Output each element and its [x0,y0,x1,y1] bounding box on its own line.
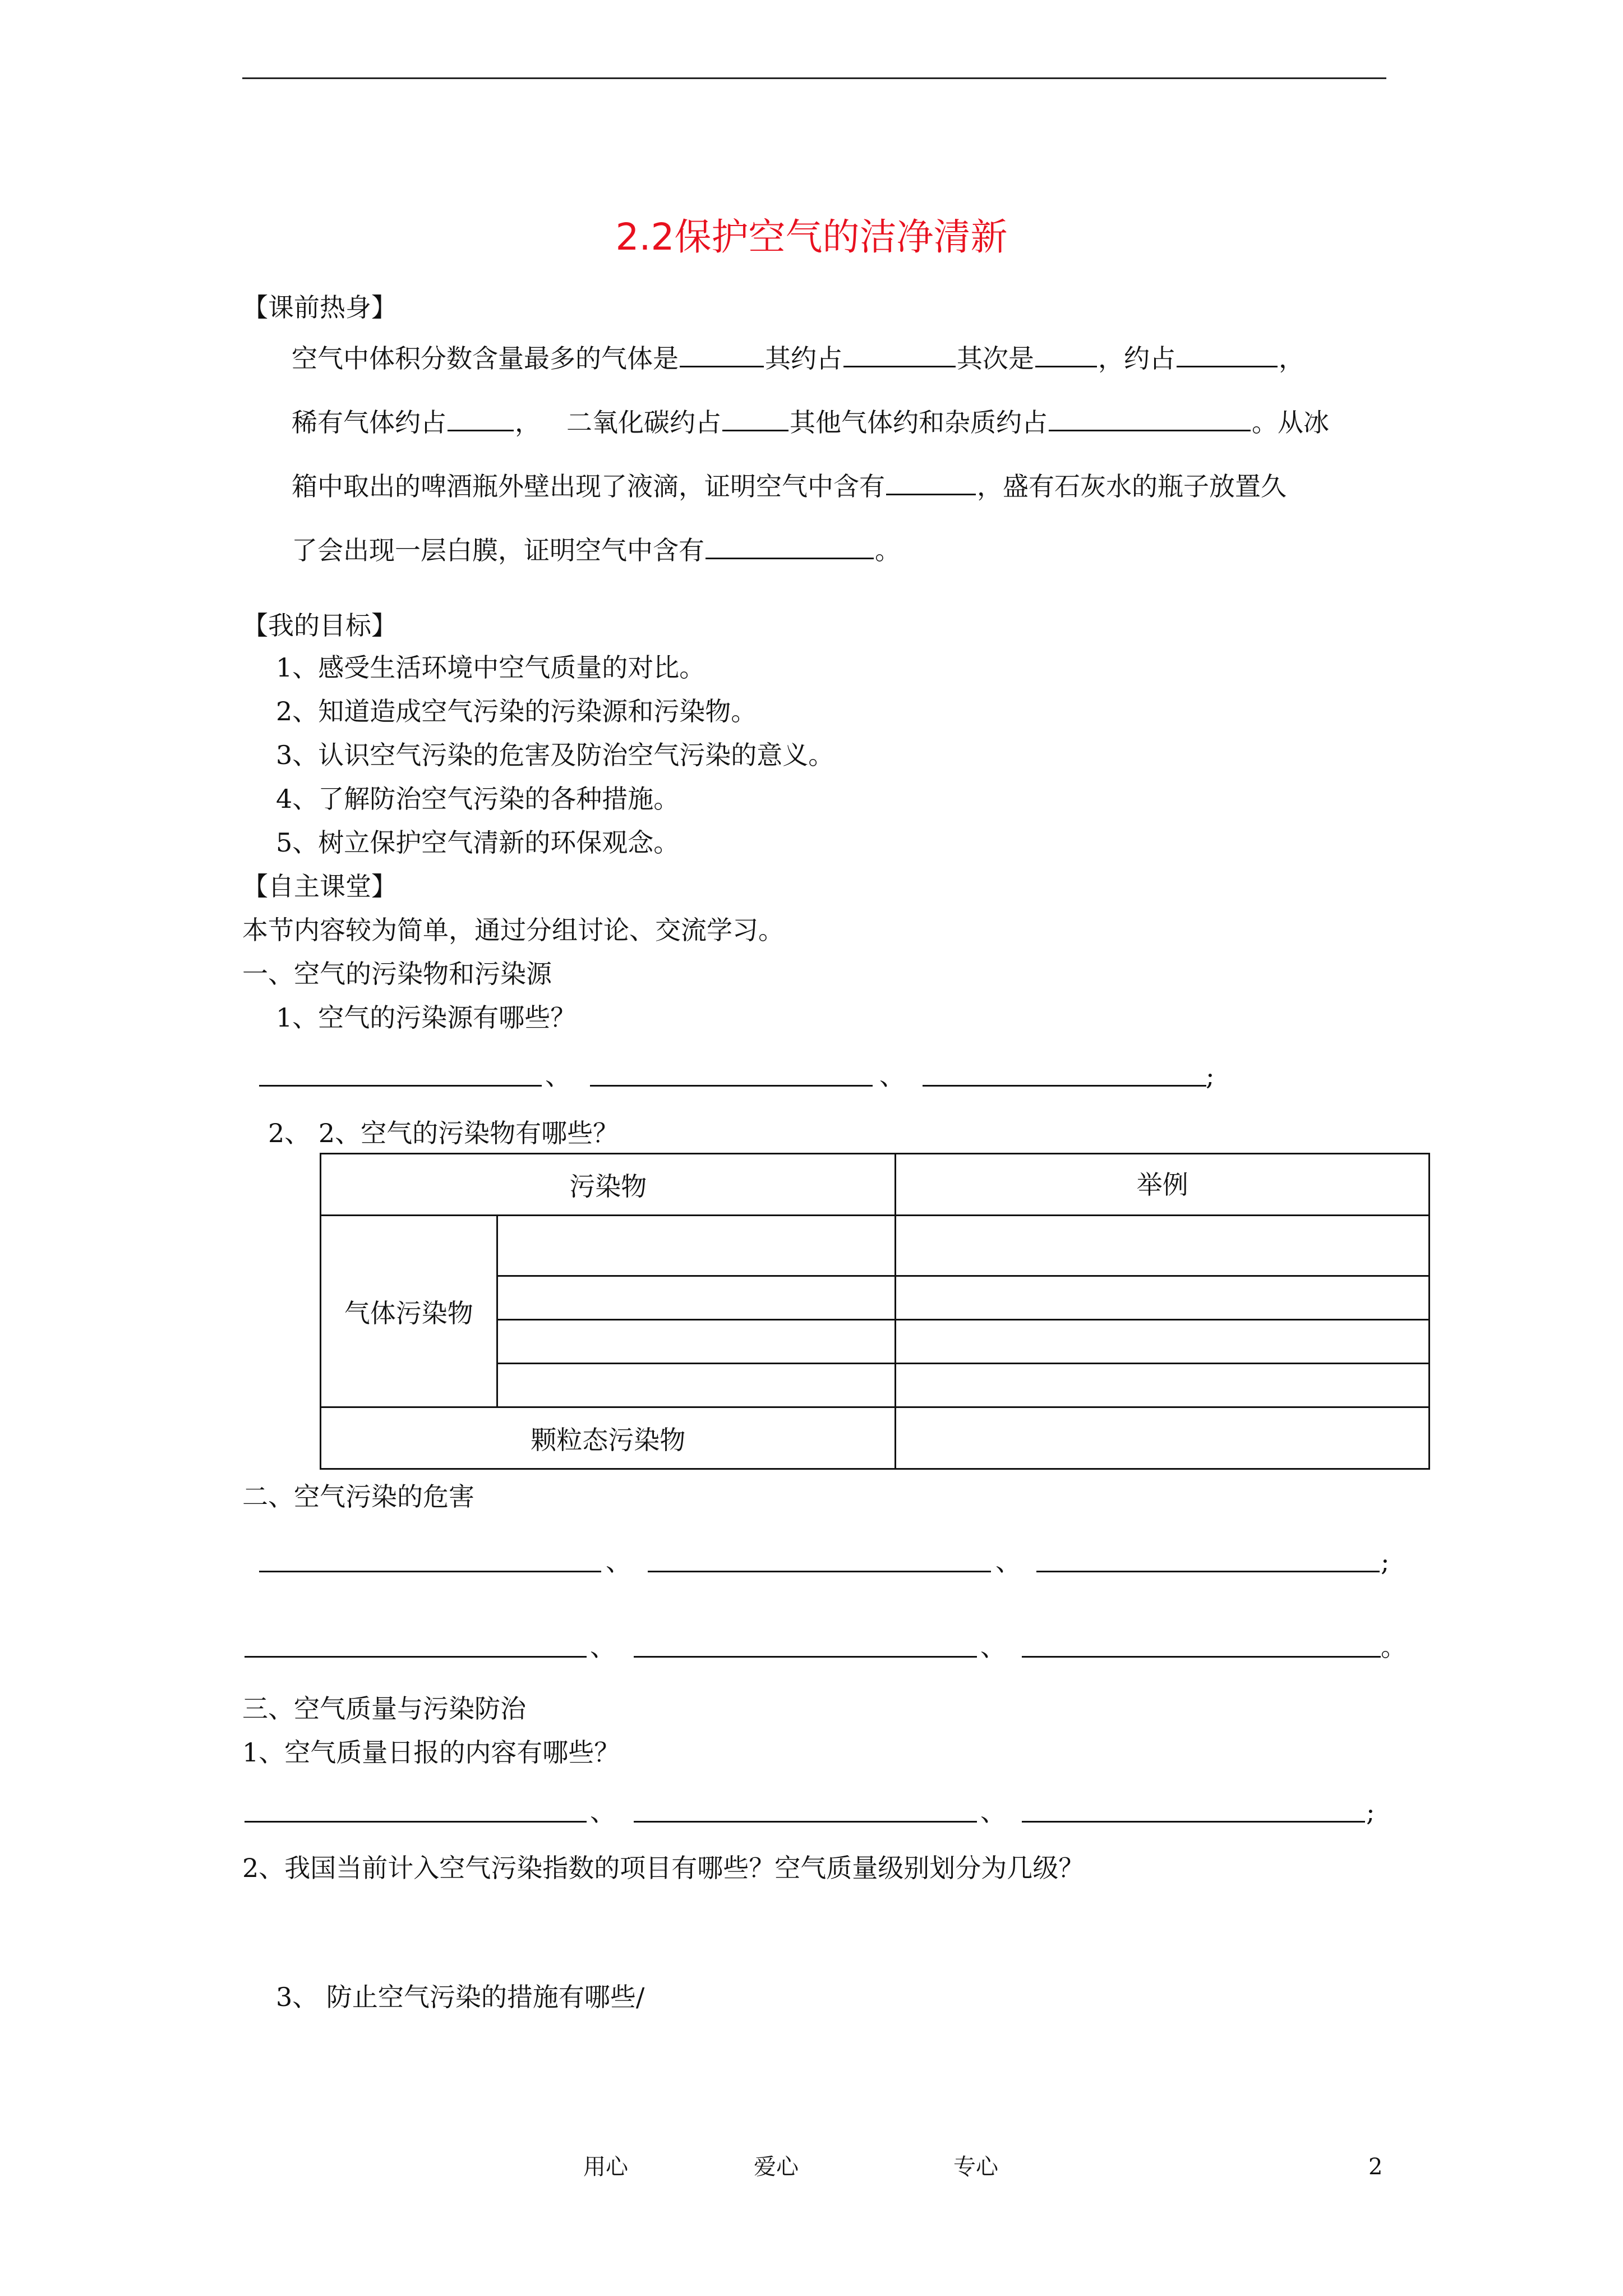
text: ，盛有石灰水的瓶子放置久 [977,471,1287,501]
separator: 、 [590,1632,616,1662]
table-cell[interactable] [896,1216,1430,1276]
warmup-line-3 [292,469,1287,503]
fill-blank[interactable] [1177,341,1278,367]
question-daily-report: 1、空气质量日报的内容有哪些？ [242,1737,620,1768]
table-cell[interactable] [497,1276,896,1320]
answer-line[interactable] [590,1085,873,1087]
section-2-title: 二、空气污染的危害 [242,1481,474,1512]
fill-blank[interactable] [843,341,956,367]
table-cell[interactable] [896,1364,1430,1407]
table-cell[interactable] [896,1276,1430,1320]
page-number: 2 [1368,2154,1383,2180]
table-cell[interactable] [896,1407,1430,1469]
answer-line[interactable] [634,1821,977,1823]
fill-blank[interactable] [706,533,874,559]
pollutant-table [320,1153,1430,1470]
fill-blank[interactable] [448,405,514,431]
separator: 。 [1381,1632,1407,1662]
text: 。 [875,535,901,565]
separator: 、 [606,1547,631,1577]
table-cell[interactable] [896,1320,1430,1364]
table-cell[interactable] [497,1364,896,1407]
particle-pollutant-label: 颗粒态污染物 [321,1407,896,1469]
text: 箱中取出的啤酒瓶外壁出现了液滴，证明空气中含有 [292,471,885,501]
classroom-intro: 本节内容较为简单，通过分组讨论、交流学习。 [242,915,784,945]
separator: 、 [590,1797,616,1827]
footer-text: 爱心 [754,2154,799,2180]
text: ，约占 [1098,343,1175,374]
classroom-heading: 【自主课堂】 [242,871,397,901]
footer-text: 用心 [583,2154,628,2180]
separator: 、 [980,1632,1006,1662]
warmup-heading: 【课前热身】 [242,292,397,323]
answer-line[interactable] [1022,1656,1381,1658]
text: 二氧化碳约占 [566,407,721,438]
answer-line[interactable] [259,1571,601,1572]
answer-line[interactable] [923,1085,1206,1087]
question-pollution-index: 2、我国当前计入空气污染指数的项目有哪些？空气质量级别划分为几级？ [242,1853,1085,1883]
section-3-title: 三、空气质量与污染防治 [242,1694,526,1724]
separator: 、 [879,1061,905,1091]
table-cell[interactable] [497,1216,896,1276]
answer-line[interactable] [648,1571,991,1572]
goal-item: 4、了解防治空气污染的各种措施。 [276,784,680,814]
page-title: 2.2保护空气的洁净清新 [615,215,1008,259]
text: 空气中体积分数含量最多的气体是 [292,343,679,374]
warmup-line-2 [292,405,1329,439]
goals-heading: 【我的目标】 [242,610,397,641]
text: 了会出现一层白膜，证明空气中含有 [292,535,704,565]
answer-line[interactable] [245,1821,587,1823]
answer-line[interactable] [634,1656,977,1658]
text: 。从冰 [1252,407,1329,438]
answer-line[interactable] [245,1656,587,1658]
goal-item: 5、树立保护空气清新的环保观念。 [276,827,680,858]
text: 其约占 [765,343,842,374]
gas-pollutant-label: 气体污染物 [321,1216,497,1407]
separator: 、 [980,1797,1006,1827]
fill-blank[interactable] [1049,405,1251,431]
separator: ; [1381,1547,1390,1577]
text: ， [515,407,541,438]
separator: 、 [545,1061,571,1091]
question-pollutants: 2、 2、空气的污染物有哪些？ [268,1118,619,1148]
fill-blank[interactable] [886,469,976,495]
separator: 、 [995,1547,1021,1577]
question-prevention: 3、 防止空气污染的措施有哪些/ [276,1982,645,2012]
footer-text: 专心 [953,2154,998,2180]
text: ， [1279,343,1304,374]
warmup-line-1 [292,341,1304,375]
table-cell[interactable] [497,1320,896,1364]
goal-item: 2、知道造成空气污染的污染源和污染物。 [276,696,757,726]
fill-blank[interactable] [722,405,789,431]
text: 稀有气体约占 [292,407,446,438]
fill-blank[interactable] [680,341,764,367]
text: 其他气体约和杂质约占 [790,407,1048,438]
warmup-line-4 [292,533,901,567]
separator: ; [1366,1797,1375,1827]
text: 其次是 [957,343,1034,374]
answer-line[interactable] [259,1085,542,1087]
goal-item: 3、认识空气污染的危害及防治空气污染的意义。 [276,740,834,770]
header-rule [242,77,1386,79]
fill-blank[interactable] [1035,341,1097,367]
answer-line[interactable] [1022,1821,1365,1823]
goal-item: 1、感受生活环境中空气质量的对比。 [276,652,706,683]
table-header-example: 举例 [896,1154,1430,1216]
separator: ; [1206,1061,1215,1091]
table-header-pollutant: 污染物 [321,1154,896,1216]
question-pollution-sources: 1、空气的污染源有哪些？ [276,1002,577,1033]
answer-line[interactable] [1036,1571,1380,1572]
section-1-title: 一、空气的污染物和污染源 [242,959,552,989]
